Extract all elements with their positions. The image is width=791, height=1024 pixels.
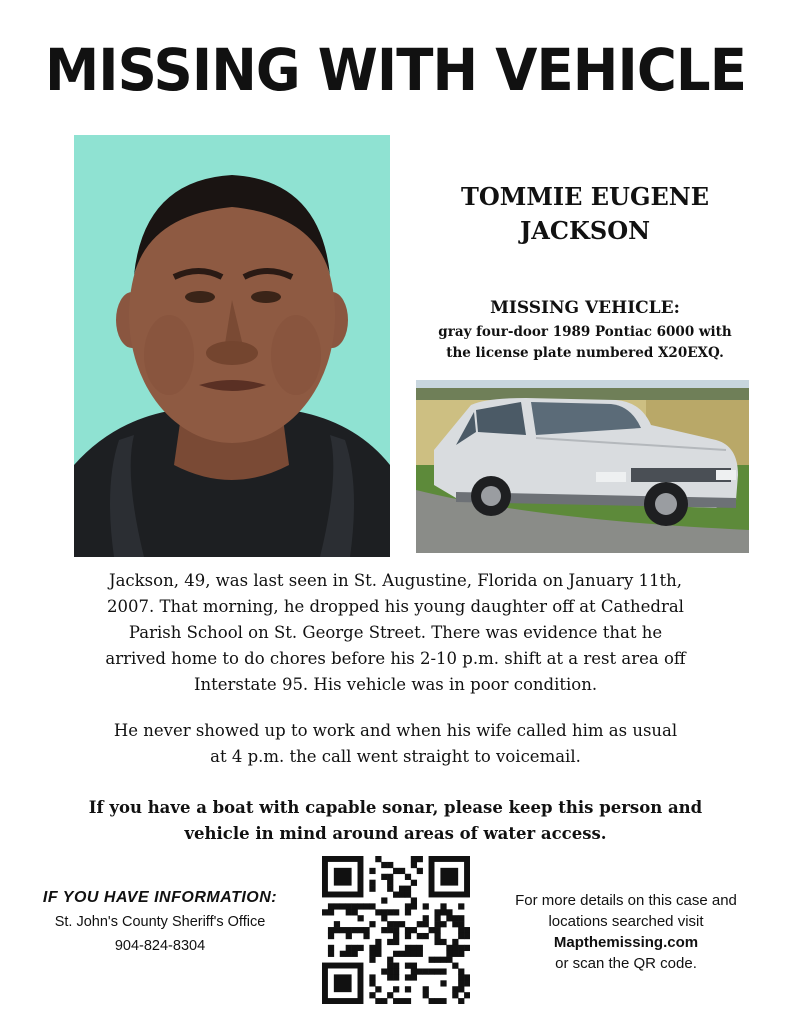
missing-person-photo [74,135,390,557]
vehicle-photo [416,380,749,553]
case-summary-paragraph [40,568,751,698]
vehicle-description-line-1: gray four-door 1989 Pontiac 6000 with [438,324,732,340]
poster-title: MISSING WITH VEHICLE [44,36,747,104]
more-line-1: For more details on this case and [515,892,737,909]
vehicle-description [405,322,765,364]
name-line-2: JACKSON [519,216,651,245]
summary-line: Interstate 95. His vehicle was in poor condition. [193,675,598,694]
more-details [486,890,766,974]
summary-line: Jackson, 49, was last seen in St. Augustine, Florida on January 11th, [108,571,683,590]
contact-phone: 904-824-8304 [114,938,206,954]
summary-line: 2007. That morning, he dropped his young daughter off at Cathedral [107,597,684,616]
name-line-1: TOMMIE EUGENE [460,182,709,211]
website-link[interactable]: Mapthemissing.com [553,934,699,951]
vehicle-heading: MISSING VEHICLE: [490,298,680,318]
vehicle-description-line-2: the license plate numbered X20EXQ. [446,345,724,361]
qr-code[interactable] [322,856,470,1004]
more-line-2: locations searched visit [548,913,704,930]
case-detail-paragraph [40,718,751,770]
detail-line: He never showed up to work and when his wife called him as usual [113,721,678,740]
summary-line: arrived home to do chores before his 2-10 p.m. shift at a rest area off [105,649,686,668]
missing-person-name [410,180,760,248]
callout-line: If you have a boat with capable sonar, please keep this person and [88,798,703,817]
sonar-callout [30,795,761,847]
contact-heading: IF YOU HAVE INFORMATION: [42,889,278,906]
more-line-4: or scan the QR code. [555,955,697,972]
summary-line: Parish School on St. George Street. There was evidence that he [128,623,663,642]
contact-info [12,886,308,958]
contact-agency: St. John's County Sheriff's Office [54,914,266,930]
callout-line: vehicle in mind around areas of water access. [184,824,607,843]
detail-line: at 4 p.m. the call went straight to voicemail. [210,747,581,766]
